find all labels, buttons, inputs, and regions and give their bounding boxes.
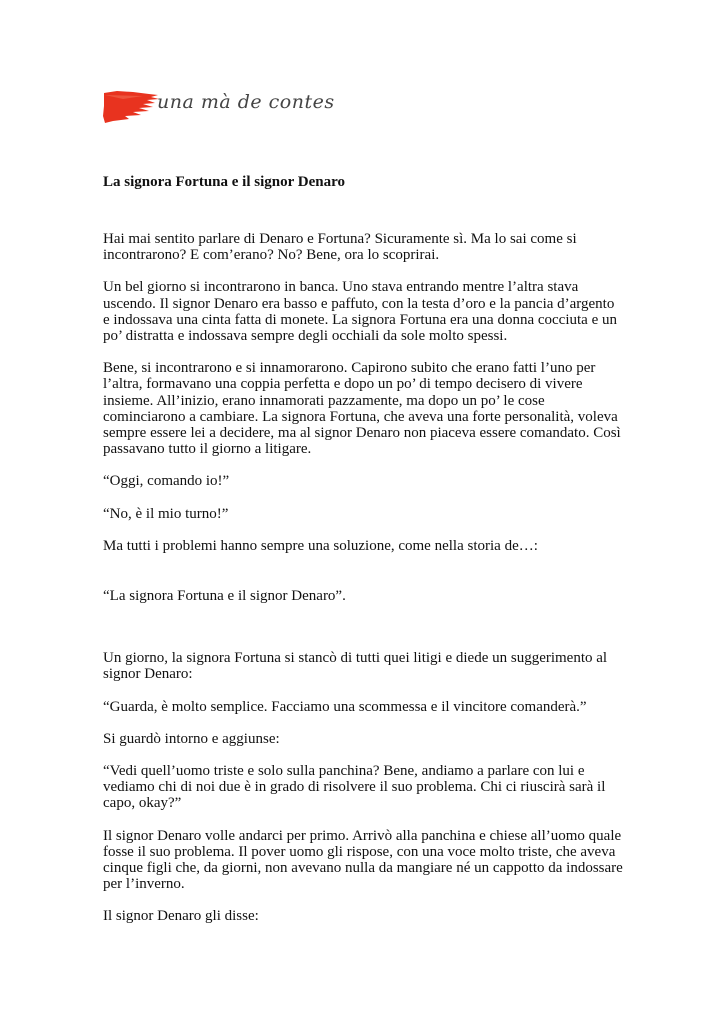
publisher-logo [103, 86, 335, 126]
paragraph: Ma tutti i problemi hanno sempre una soluzione, come nella storia de…: [103, 537, 538, 554]
paragraph: Un bel giorno si incontrarono in banca. Uno stava entrando mentre l’altra stava uscendo. Il signor Denaro era basso e paffuto, con la testa d’oro e la pancia d’argento e indossava una cinta fatta di monete. La signora Fortuna era una donna cocciuta e un po’ distratta e indossava sempre degli occhiali da sole molto spessi. [103, 279, 617, 345]
brush-stroke-icon [103, 86, 159, 126]
story-body [103, 231, 623, 941]
dialogue-line: “No, è il mio turno!” [103, 505, 229, 522]
logo-wordmark: una mà de contes [157, 91, 335, 113]
paragraph: Bene, si incontrarono e si innamorarono. Capirono subito che erano fatti l’uno per l’altra, formavano una coppia perfetta e dopo un po’ di tempo decisero di vivere insieme. All’inizio, erano innamorati pazzamente, ma dopo un po’ le cose cominciarono a cambiare. La signora Fortuna, che aveva una forte personalità, voleva sempre essere lei a decidere, ma al signor Denaro non piaceva essere comandato. Così passavano tutto il giorno a litigare. [103, 360, 621, 458]
dialogue-line: “Guarda, è molto semplice. Facciamo una scommessa e il vincitore comanderà.” [103, 698, 587, 715]
dialogue-line: “Vedi quell’uomo triste e solo sulla panchina? Bene, andiamo a parlare con lui e vediamo chi di noi due è in grado di risolvere il suo problema. Chi ci riuscirà sarà il capo, okay?” [103, 763, 606, 812]
paragraph: Si guardò intorno e aggiunse: [103, 730, 280, 747]
story-subtitle: “La signora Fortuna e il signor Denaro”. [103, 588, 346, 605]
paragraph: Hai mai sentito parlare di Denaro e Fortuna? Sicuramente sì. Ma lo sai come si incontrarono? E com’erano? No? Bene, ora lo scoprirai. [103, 231, 577, 264]
paragraph: Il signor Denaro gli disse: [103, 908, 259, 925]
paragraph: Un giorno, la signora Fortuna si stancò di tutti quei litigi e diede un suggerimento al signor Denaro: [103, 650, 608, 683]
dialogue-line: “Oggi, comando io!” [103, 473, 230, 490]
paragraph: Il signor Denaro volle andarci per primo. Arrivò alla panchina e chiese all’uomo quale fosse il suo problema. Il pover uomo gli rispose, con una voce molto triste, che aveva cinque figli che, da giorni, non avevano nulla da mangiare né un cappotto da indossare per l’inverno. [103, 827, 623, 893]
story-title: La signora Fortuna e il signor Denaro [103, 174, 345, 190]
